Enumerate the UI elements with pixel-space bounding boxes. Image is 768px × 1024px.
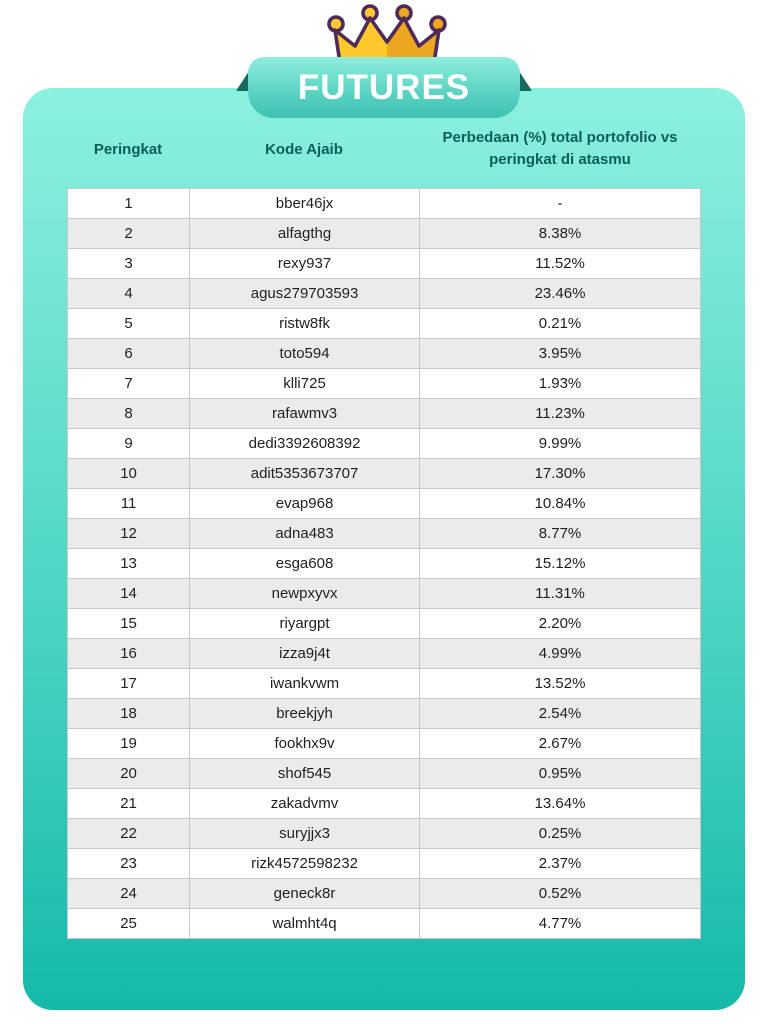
cell-rank: 1 — [68, 189, 190, 219]
cell-code: dedi3392608392 — [190, 429, 420, 459]
cell-diff: 13.52% — [420, 669, 701, 699]
cell-rank: 2 — [68, 219, 190, 249]
cell-diff: 2.37% — [420, 849, 701, 879]
cell-diff: 10.84% — [420, 489, 701, 519]
cell-diff: 11.31% — [420, 579, 701, 609]
cell-diff: 0.21% — [420, 309, 701, 339]
table-row — [68, 189, 701, 219]
cell-code: geneck8r — [190, 879, 420, 909]
cell-rank: 10 — [68, 459, 190, 489]
cell-code: suryjjx3 — [190, 819, 420, 849]
cell-rank: 22 — [68, 819, 190, 849]
cell-diff: 9.99% — [420, 429, 701, 459]
cell-rank: 15 — [68, 609, 190, 639]
cell-code: adna483 — [190, 519, 420, 549]
cell-rank: 7 — [68, 369, 190, 399]
cell-rank: 19 — [68, 729, 190, 759]
table-row — [68, 819, 701, 849]
cell-rank: 18 — [68, 699, 190, 729]
leaderboard-table — [67, 188, 701, 939]
column-header-peringkat: Peringkat — [93, 140, 163, 158]
cell-code: klli725 — [190, 369, 420, 399]
table-row — [68, 669, 701, 699]
cell-diff: 0.25% — [420, 819, 701, 849]
cell-diff: 3.95% — [420, 339, 701, 369]
cell-code: rafawmv3 — [190, 399, 420, 429]
cell-rank: 16 — [68, 639, 190, 669]
cell-diff: 0.95% — [420, 759, 701, 789]
table-column-headers — [67, 118, 701, 180]
cell-code: rexy937 — [190, 249, 420, 279]
cell-rank: 17 — [68, 669, 190, 699]
table-row — [68, 459, 701, 489]
cell-diff: 11.52% — [420, 249, 701, 279]
cell-code: alfagthg — [190, 219, 420, 249]
cell-code: shof545 — [190, 759, 420, 789]
cell-diff: 11.23% — [420, 399, 701, 429]
table-row — [68, 759, 701, 789]
table-row — [68, 849, 701, 879]
cell-rank: 6 — [68, 339, 190, 369]
table-row — [68, 699, 701, 729]
cell-diff: 23.46% — [420, 279, 701, 309]
table-row — [68, 609, 701, 639]
table-row — [68, 249, 701, 279]
cell-rank: 14 — [68, 579, 190, 609]
cell-code: zakadvmv — [190, 789, 420, 819]
cell-code: izza9j4t — [190, 639, 420, 669]
table-row — [68, 519, 701, 549]
table-row — [68, 549, 701, 579]
cell-rank: 23 — [68, 849, 190, 879]
cell-rank: 11 — [68, 489, 190, 519]
table-row — [68, 219, 701, 249]
cell-code: ristw8fk — [190, 309, 420, 339]
table-row — [68, 909, 701, 939]
table-row — [68, 339, 701, 369]
cell-code: adit5353673707 — [190, 459, 420, 489]
title-ribbon — [248, 57, 520, 118]
cell-diff: 13.64% — [420, 789, 701, 819]
cell-diff: 2.67% — [420, 729, 701, 759]
column-header-kode-ajaib: Kode Ajaib — [265, 140, 343, 158]
cell-rank: 20 — [68, 759, 190, 789]
cell-rank: 21 — [68, 789, 190, 819]
cell-code: fookhx9v — [190, 729, 420, 759]
table-row — [68, 639, 701, 669]
cell-code: riyargpt — [190, 609, 420, 639]
cell-code: rizk4572598232 — [190, 849, 420, 879]
cell-diff: - — [420, 189, 701, 219]
cell-diff: 1.93% — [420, 369, 701, 399]
cell-rank: 4 — [68, 279, 190, 309]
leaderboard-table-wrap — [67, 188, 701, 939]
cell-rank: 9 — [68, 429, 190, 459]
cell-diff: 4.99% — [420, 639, 701, 669]
table-row — [68, 489, 701, 519]
cell-rank: 13 — [68, 549, 190, 579]
cell-diff: 15.12% — [420, 549, 701, 579]
cell-code: agus279703593 — [190, 279, 420, 309]
cell-diff: 8.38% — [420, 219, 701, 249]
cell-code: bber46jx — [190, 189, 420, 219]
cell-diff: 2.54% — [420, 699, 701, 729]
cell-code: evap968 — [190, 489, 420, 519]
cell-rank: 8 — [68, 399, 190, 429]
cell-rank: 3 — [68, 249, 190, 279]
table-row — [68, 369, 701, 399]
cell-diff: 17.30% — [420, 459, 701, 489]
table-row — [68, 579, 701, 609]
table-row — [68, 309, 701, 339]
table-body — [68, 189, 701, 939]
cell-code: walmht4q — [190, 909, 420, 939]
cell-diff: 2.20% — [420, 609, 701, 639]
cell-rank: 5 — [68, 309, 190, 339]
cell-diff: 8.77% — [420, 519, 701, 549]
cell-code: newpxyvx — [190, 579, 420, 609]
cell-code: esga608 — [190, 549, 420, 579]
cell-rank: 12 — [68, 519, 190, 549]
table-row — [68, 429, 701, 459]
cell-code: breekjyh — [190, 699, 420, 729]
table-row — [68, 279, 701, 309]
table-row — [68, 399, 701, 429]
table-row — [68, 729, 701, 759]
cell-diff: 0.52% — [420, 879, 701, 909]
cell-diff: 4.77% — [420, 909, 701, 939]
cell-code: iwankvwm — [190, 669, 420, 699]
table-row — [68, 789, 701, 819]
column-header-perbedaan: Perbedaan (%) total portofolio vs peringkat di atasmu — [442, 129, 678, 168]
cell-code: toto594 — [190, 339, 420, 369]
table-row — [68, 879, 701, 909]
cell-rank: 24 — [68, 879, 190, 909]
page-title: FUTURES — [297, 67, 471, 107]
cell-rank: 25 — [68, 909, 190, 939]
